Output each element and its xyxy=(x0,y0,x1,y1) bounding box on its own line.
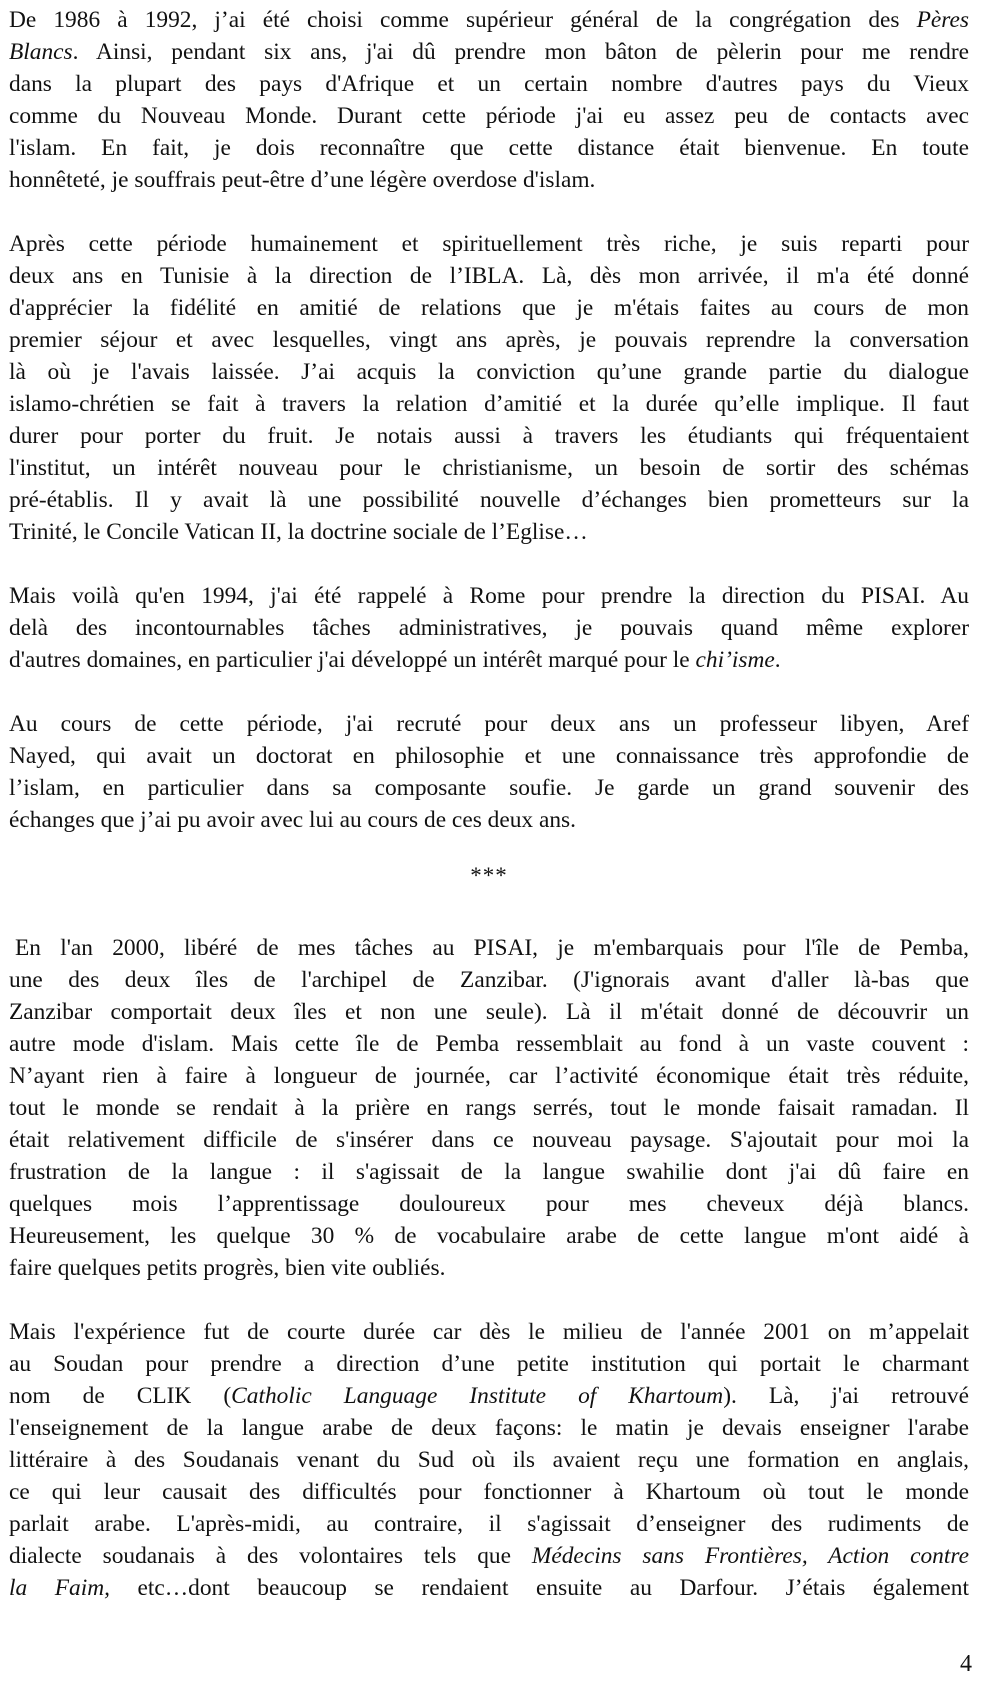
paragraph xyxy=(9,228,969,548)
text-line xyxy=(9,1028,969,1060)
body-text-part-2 xyxy=(9,932,969,1604)
text-run: au Soudan pour prendre a direction d’une petite institution qui portait le charmant xyxy=(9,1351,969,1377)
text-line xyxy=(9,356,969,388)
text-run: N’ayant rien à faire à longueur de journée, car l’activité économique était très réduite, xyxy=(9,1063,969,1089)
paragraph xyxy=(9,580,969,676)
text-line xyxy=(9,516,969,548)
text-line xyxy=(9,388,969,420)
text-line xyxy=(9,1092,969,1124)
text-run: Mais l'expérience fut de courte durée car dès le milieu de l'année 2001 on m’appelait xyxy=(9,1319,969,1345)
text-line xyxy=(9,580,969,612)
text-line xyxy=(9,1540,969,1572)
paragraph xyxy=(9,708,969,836)
text-run: etc…dont beaucoup se rendaient ensuite au Darfour. J’étais également xyxy=(109,1575,969,1601)
italic-text: Pères xyxy=(916,7,969,33)
text-line xyxy=(9,1444,969,1476)
text-run: durer pour porter du fruit. Je notais aussi à travers les étudiants qui fréquentaient xyxy=(9,423,969,449)
text-line xyxy=(9,1156,969,1188)
text-line xyxy=(9,644,969,676)
text-run: Nayed, qui avait un doctorat en philosophie et une connaissance très approfondie de xyxy=(9,743,969,769)
text-run: parlait arabe. L'après-midi, au contraire, il s'agissait d’enseigner des rudiments de xyxy=(9,1511,969,1537)
text-line xyxy=(9,1380,969,1412)
text-line xyxy=(9,772,969,804)
text-run: une des deux îles de l'archipel de Zanzibar. (J'ignorais avant d'aller là-bas que xyxy=(9,967,969,993)
text-run: Zanzibar comportait deux îles et non une seule). Là il m'était donné de découvrir un xyxy=(9,999,969,1025)
text-run: comme du Nouveau Monde. Durant cette période j'ai eu assez peu de contacts avec xyxy=(9,103,969,129)
text-run: était relativement difficile de s'insérer dans ce nouveau paysage. S'ajoutait pour moi la xyxy=(9,1127,969,1153)
text-run: . Ainsi, pendant six ans, j'ai dû prendre mon bâton de pèlerin pour me rendre xyxy=(72,39,969,65)
text-run: d'apprécier la fidélité en amitié de relations que je m'étais faites au cours de mon xyxy=(9,295,969,321)
text-run: . xyxy=(774,647,781,673)
section-separator: *** xyxy=(470,863,508,888)
text-line xyxy=(9,420,969,452)
text-run: Au cours de cette période, j'ai recruté pour deux ans un professeur libyen, Aref xyxy=(9,711,969,737)
text-run: Heureusement, les quelque 30 % de vocabulaire arabe de cette langue m'ont aidé à xyxy=(9,1223,969,1249)
paragraph xyxy=(9,1316,969,1604)
text-line xyxy=(9,324,969,356)
text-line xyxy=(9,1348,969,1380)
text-line xyxy=(9,964,969,996)
text-run: ce qui leur causait des difficultés pour fonctionner à Khartoum où tout le monde xyxy=(9,1479,969,1505)
text-line xyxy=(9,452,969,484)
text-run: échanges que j’ai pu avoir avec lui au cours de ces deux ans. xyxy=(9,807,576,833)
text-line xyxy=(9,1124,969,1156)
italic-text: Blancs xyxy=(9,39,73,65)
text-line xyxy=(9,36,969,68)
text-run: De 1986 à 1992, j’ai été choisi comme supérieur général de la congrégation des xyxy=(9,7,917,33)
text-line xyxy=(9,1252,969,1284)
text-line xyxy=(9,1220,969,1252)
text-line xyxy=(9,740,969,772)
text-line xyxy=(9,1060,969,1092)
text-run: islamo-chrétien se fait à travers la relation d’amitié et la durée qu’elle implique. Il faut xyxy=(9,391,969,417)
text-run: frustration de la langue : il s'agissait de la langue swahilie dont j'ai dû faire en xyxy=(9,1159,969,1185)
text-line xyxy=(9,484,969,516)
text-run: l'institut, un intérêt nouveau pour le christianisme, un besoin de sortir des schémas xyxy=(9,455,969,481)
text-run: deux ans en Tunisie à la direction de l’IBLA. Là, dès mon arrivée, il m'a été donné xyxy=(9,263,969,289)
text-run: faire quelques petits progrès, bien vite oubliés. xyxy=(9,1255,446,1281)
body-text-part-1 xyxy=(9,4,969,836)
text-line xyxy=(9,1412,969,1444)
text-run: Mais voilà qu'en 1994, j'ai été rappelé à Rome pour prendre la direction du PISAI. Au xyxy=(9,583,969,609)
text-run: nom de CLIK ( xyxy=(9,1383,232,1409)
document-page xyxy=(9,4,969,1636)
italic-text: Catholic Language Institute of Khartoum xyxy=(231,1383,724,1409)
text-line xyxy=(9,1316,969,1348)
text-line xyxy=(9,932,969,964)
text-line xyxy=(9,708,969,740)
text-line xyxy=(9,996,969,1028)
italic-text: chi’isme xyxy=(695,647,775,673)
text-line xyxy=(9,228,969,260)
italic-text: la Faim, xyxy=(9,1575,110,1601)
text-run: dialecte soudanais à des volontaires tels que xyxy=(9,1543,532,1569)
text-run: d'autres domaines, en particulier j'ai développé un intérêt marqué pour le xyxy=(9,647,696,673)
text-run: autre mode d'islam. Mais cette île de Pemba ressemblait au fond à un vaste couvent : xyxy=(9,1031,969,1057)
text-run: l’islam, en particulier dans sa composante soufie. Je garde un grand souvenir des xyxy=(9,775,969,801)
text-run: quelques mois l’apprentissage douloureux pour mes cheveux déjà blancs. xyxy=(9,1191,969,1217)
text-run: littéraire à des Soudanais venant du Sud où ils avaient reçu une formation en anglais, xyxy=(9,1447,969,1473)
text-run: tout le monde se rendait à la prière en rangs serrés, tout le monde faisait ramadan. Il xyxy=(9,1095,969,1121)
text-line xyxy=(9,1508,969,1540)
text-line xyxy=(9,68,969,100)
page-number: 4 xyxy=(960,1651,972,1677)
text-run: là où je l'avais laissée. J’ai acquis la conviction qu’une grande partie du dialogue xyxy=(9,359,969,385)
paragraph xyxy=(9,4,969,196)
text-run: premier séjour et avec lesquelles, vingt ans après, je pouvais reprendre la conversation xyxy=(9,327,969,353)
text-run: honnêteté, je souffrais peut-être d’une légère overdose d'islam. xyxy=(9,167,596,193)
text-run: Après cette période humainement et spirituellement très riche, je suis reparti pour xyxy=(9,231,969,257)
text-run: En l'an 2000, libéré de mes tâches au PISAI, je m'embarquais pour l'île de Pemba, xyxy=(15,935,969,961)
text-line xyxy=(9,804,969,836)
text-run: delà des incontournables tâches administratives, je pouvais quand même explorer xyxy=(9,615,969,641)
text-line xyxy=(9,100,969,132)
text-run: Trinité, le Concile Vatican II, la doctrine sociale de l’Eglise… xyxy=(9,519,588,545)
text-run: l'islam. En fait, je dois reconnaître que cette distance était bienvenue. En toute xyxy=(9,135,969,161)
text-run: ). Là, j'ai retrouvé xyxy=(723,1383,969,1409)
text-line xyxy=(9,132,969,164)
text-line xyxy=(9,1476,969,1508)
text-run: dans la plupart des pays d'Afrique et un certain nombre d'autres pays du Vieux xyxy=(9,71,969,97)
text-line xyxy=(9,4,969,36)
text-line xyxy=(9,1572,969,1604)
text-line xyxy=(9,612,969,644)
paragraph xyxy=(9,932,969,1284)
text-line xyxy=(9,1188,969,1220)
text-line xyxy=(9,164,969,196)
text-line xyxy=(9,260,969,292)
text-run: pré-établis. Il y avait là une possibilité nouvelle d’échanges bien prometteurs sur la xyxy=(9,487,969,513)
text-line xyxy=(9,292,969,324)
italic-text: Médecins sans Frontières, Action contre xyxy=(531,1543,969,1569)
text-run: l'enseignement de la langue arabe de deux façons: le matin je devais enseigner l'arabe xyxy=(9,1415,969,1441)
